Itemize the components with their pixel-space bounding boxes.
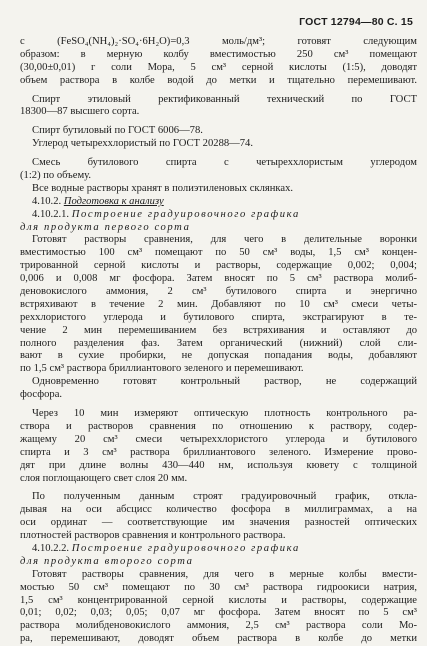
text-line: дывая на оси абсцисс количество фосфора в миллиграммах, а на xyxy=(20,504,417,516)
section-number: 4.10.2.1. xyxy=(32,208,70,220)
text-line xyxy=(20,543,417,556)
text-line: Через 10 мин измеряют оптическую плотность контрольного ра- xyxy=(32,408,417,420)
text-line: чение 2 мин перемешиванием без встряхивания и оставляют до xyxy=(20,324,417,336)
section-title-continued: для продукта второго сорта xyxy=(20,555,194,567)
paragraph-solvent-mixture xyxy=(20,157,417,183)
text-line: оси ординат — соответствующие им значения разностей оптических xyxy=(20,517,417,529)
text-line: по 1,5 см³ раствора бриллиантового зеленого и перемешивают. xyxy=(20,363,304,375)
section-number: 4.10.2.2. xyxy=(32,542,70,554)
text-line: 0,01; 0,02; 0,03; 0,05; 0,07 мг фосфора. Затем вносят по 5 см³ xyxy=(20,607,417,619)
text-line: раствора молибденовокислого аммония, 2,5 см³ раствора соли Мо- xyxy=(20,620,417,632)
text-line: 1,5 см³ концентрированной серной кислоты и растворы, содержащие xyxy=(20,594,417,606)
paragraph-butyl-alcohol: Спирт бутиловый по ГОСТ 6006—78. xyxy=(32,125,203,137)
paragraph-mohr-salt-solution xyxy=(20,36,417,88)
text-line: вают в сухие пробирки, не допуская попадания воды, добавляют xyxy=(20,350,417,362)
text-line: створа и растворов сравнения по отношению к раствору, содер- xyxy=(20,420,417,432)
text-line: объем раствора в колбе водой до метки и тщательно перемешивают. xyxy=(20,74,417,86)
text-line: трированной серной кислоты и растворы, содержащие 0,002; 0,004; xyxy=(20,260,417,272)
section-number: 4.10.2. xyxy=(32,195,62,207)
paragraph-optical-density xyxy=(20,408,417,485)
section-heading-calibration-first-grade xyxy=(20,209,417,235)
text-line: встряхивают в течение 2 мин. Добавляют по 10 см³ смеси четы- xyxy=(20,298,417,310)
text-line: Готовят растворы сравнения, для чего в мерные колбы вмести- xyxy=(32,568,417,580)
text-line: мостью 50 см³ помещают по 30 см³ раствора гидроокиси натрия, xyxy=(20,581,417,593)
paragraph-carbon-tetrachloride: Углерод четыреххлористый по ГОСТ 20288—74. xyxy=(32,138,253,150)
text-line: Готовят растворы сравнения, для чего в делительные воронки xyxy=(32,234,417,246)
text-line: (30,00±0,01) г соли Мора, 5 см³ серной кислоты (1:5), доводят xyxy=(20,61,417,73)
section-title: Построение градуировочного графика xyxy=(71,208,300,220)
text-line: реххлористого углерода и бутилового спирта, экстрагируют в те- xyxy=(20,311,417,323)
document-body xyxy=(20,36,417,646)
text-line: плотностей растворов сравнения и контрольного раствора. xyxy=(20,530,286,542)
text-line: Спирт этиловый ректификованный технический по ГОСТ xyxy=(32,93,417,105)
section-title-continued: для продукта первого сорта xyxy=(20,221,191,233)
text-line: 0,006 и 0,008 мг фосфора. Затем вносят по 5 см³ раствора молиб- xyxy=(20,273,417,285)
text-line: Смесь бутилового спирта с четыреххлористым углеродом xyxy=(32,157,417,169)
text-line: (1:2) по объему. xyxy=(20,170,92,182)
text-line: деновокислого аммония, 2 см³ бутилового спирта и энергично xyxy=(20,286,417,298)
text-line: образом: в мерную колбу вместимостью 250 см³ помещают xyxy=(20,48,417,60)
text-line xyxy=(20,209,417,222)
text-line: ра, перемешивают, доводят объем раствора в колбе до метки xyxy=(20,633,417,645)
text-line: Одновременно готовят контрольный раствор, не содержащий xyxy=(32,376,417,388)
text-line: вместимостью 100 см³ помещают по 50 см³ воды, 1,5 см³ концен- xyxy=(20,247,417,259)
text-line: 18300—87 высшего сорта. xyxy=(20,106,140,118)
text-line: жащему 20 см³ смеси четыреххлористого углерода и бутилового xyxy=(20,433,417,445)
text-line: полного разделения фаз. Затем органический (нижний) слой сли- xyxy=(20,337,417,349)
text-line: По полученным данным строят градуировочный график, откла- xyxy=(32,491,417,503)
paragraph-reference-solutions-first xyxy=(20,234,417,376)
text-line: спирта и 3 см³ раствора бриллиантового зеленого. Измерение прово- xyxy=(20,446,417,458)
text-line: фосфора. xyxy=(20,389,63,401)
text-line: c (FeSO₄(NH₄)₂·SO₄·6H₂O)=0,3 моль/дм³; готовят следующим xyxy=(20,36,417,47)
section-heading-preparation xyxy=(20,196,417,209)
page-header: ГОСТ 12794—80 С. 15 xyxy=(299,16,413,28)
paragraph-reference-solutions-second xyxy=(20,569,417,646)
section-title: Построение градуировочного графика xyxy=(71,542,300,554)
paragraph-calibration-graph xyxy=(20,491,417,543)
paragraph-control-solution xyxy=(20,376,417,402)
section-heading-calibration-second-grade xyxy=(20,543,417,569)
text-line: слоя поглощающего свет слоя 20 мм. xyxy=(20,472,188,484)
section-title: Подготовка к анализу xyxy=(63,195,164,207)
paragraph-ethyl-alcohol xyxy=(20,94,417,120)
text-line: дят при длине волны 430—440 нм, используя кювету с толщиной xyxy=(20,459,417,471)
paragraph-storage: Все водные растворы хранят в полиэтиленовых склянках. xyxy=(32,182,294,194)
